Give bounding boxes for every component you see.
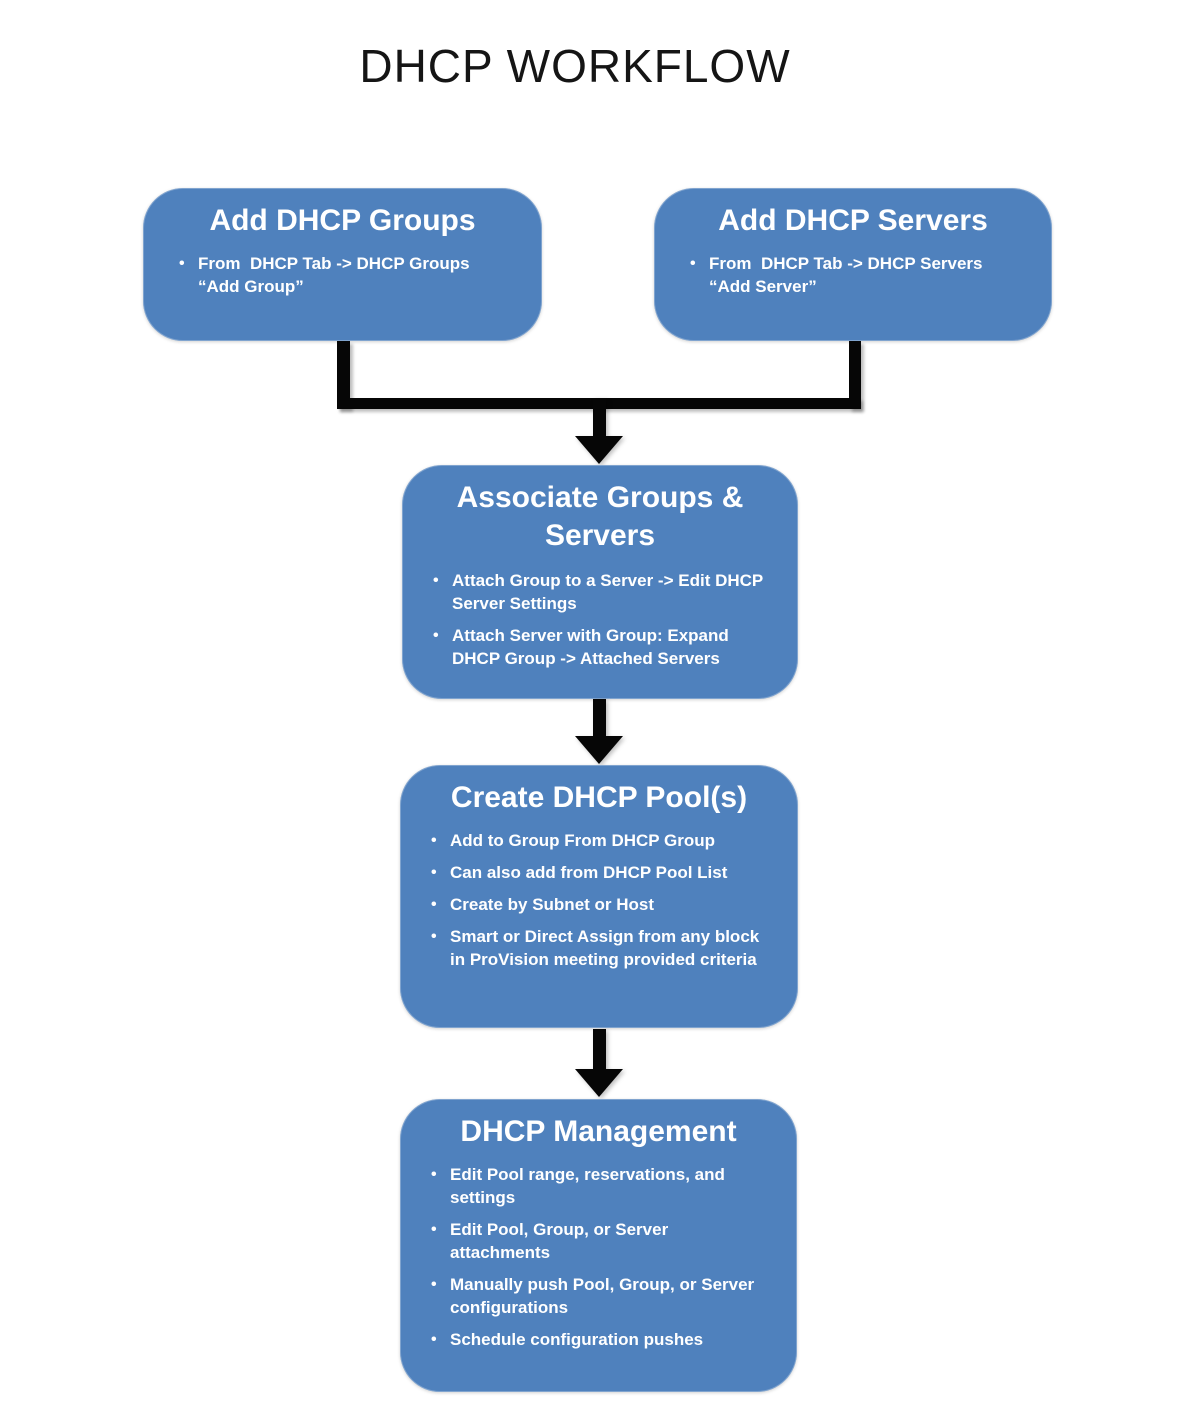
bullet-item: • Create by Subnet or Host	[428, 893, 768, 916]
arrow-down-icon	[575, 699, 623, 764]
node-title-associate-groups-servers: Associate Groups & Servers	[456, 481, 744, 552]
bullet-item: • Smart or Direct Assign from any block in ProVision meeting provided criteria	[428, 925, 768, 971]
arrow-shaft	[593, 1029, 606, 1070]
bullet-item: • Add to Group From DHCP Group	[428, 829, 768, 852]
bullet-item: • From DHCP Tab -> DHCP Groups “Add Group”	[176, 252, 496, 298]
flow-node-create-dhcp-pools	[400, 765, 798, 1028]
node-title-add-dhcp-groups: Add DHCP Groups	[209, 204, 476, 237]
arrow-head	[575, 436, 623, 464]
flow-node-add-dhcp-groups	[143, 188, 542, 341]
flow-node-dhcp-management	[400, 1099, 797, 1392]
node-bullet-list	[400, 829, 798, 971]
arrow-down-icon	[575, 1029, 623, 1097]
bullet-item: • Edit Pool range, reservations, and settings	[428, 1163, 758, 1209]
bullet-item: • Schedule configuration pushes	[428, 1328, 758, 1351]
flow-node-add-dhcp-servers	[654, 188, 1052, 341]
node-bullet-list	[143, 252, 542, 298]
diagram-title: DHCP WORKFLOW	[359, 40, 791, 92]
node-bullet-list	[654, 252, 1052, 298]
node-bullet-list	[402, 569, 798, 670]
node-bullet-list	[400, 1163, 797, 1351]
bullet-item: • From DHCP Tab -> DHCP Servers “Add Server”	[687, 252, 1006, 298]
node-title-dhcp-management: DHCP Management	[460, 1115, 737, 1148]
arrow-down-icon	[575, 398, 623, 464]
node-title-add-dhcp-servers: Add DHCP Servers	[718, 204, 988, 237]
arrow-shaft	[593, 699, 606, 737]
bullet-item: • Manually push Pool, Group, or Server configurations	[428, 1273, 758, 1319]
node-title-create-dhcp-pools: Create DHCP Pool(s)	[450, 781, 748, 814]
arrow-head	[575, 736, 623, 764]
bullet-item: • Edit Pool, Group, or Server attachments	[428, 1218, 758, 1264]
bullet-item: • Can also add from DHCP Pool List	[428, 861, 768, 884]
flow-node-associate-groups-servers	[402, 465, 798, 699]
arrow-shaft	[593, 398, 606, 437]
bullet-item: • Attach Server with Group: Expand DHCP Group -> Attached Servers	[430, 624, 768, 670]
arrow-head	[575, 1069, 623, 1097]
bullet-item: • Attach Group to a Server -> Edit DHCP Server Settings	[430, 569, 768, 615]
